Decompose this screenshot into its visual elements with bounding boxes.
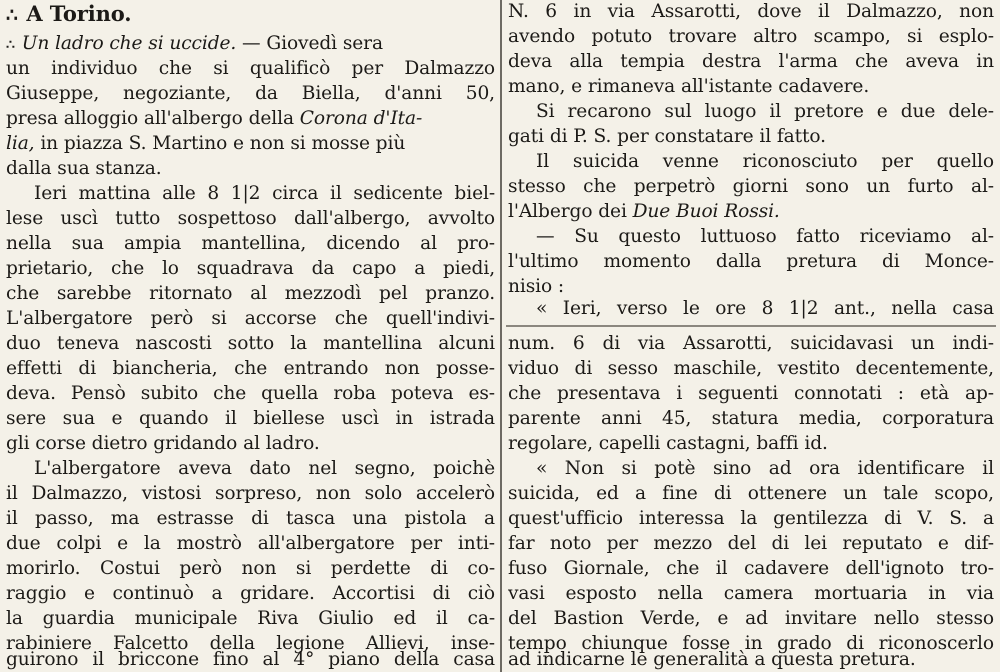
text-line: L'albergatore aveva dato nel segno, poichè (34, 458, 495, 479)
text-line: due colpi e la mostrò all'albergatore per inti- (6, 533, 495, 554)
text-line: — Su questo luttuoso fatto riceviamo al- (536, 226, 994, 247)
text-line: prietario, che lo squadrava da capo a piedi, (6, 258, 495, 279)
text-line: — Giovedì sera (242, 33, 383, 54)
text-line: nella sua ampia mantellina, dicendo al pro- (6, 233, 495, 254)
text-line: un individuo che si qualificò per Dalmazzo (6, 58, 495, 79)
text-line: « Ieri, verso le ore 8 1|2 ant., nella casa (536, 298, 994, 319)
text-line: mano, e rimaneva all'istante cadavere. (508, 76, 870, 97)
text-line: Giuseppe, negoziante, da Biella, d'anni 50, (6, 83, 495, 104)
column-divider (500, 0, 502, 672)
text-line: Si recarono sul luogo il pretore e due dele- (536, 101, 994, 122)
text-line: l'Albergo dei Due Buoi Rossi. (508, 201, 780, 222)
text-line: ad indicarne le generalità a questa pretura. (508, 649, 916, 670)
text-line: il Dalmazzo, vistosi sorpreso, non solo accelerò (6, 483, 495, 504)
text-line: lese uscì tutto sospettoso dall'albergo, avvolto (6, 208, 495, 229)
text-line: avendo potuto trovare altro scampo, si esplo- (508, 26, 994, 47)
article-heading: A Torino. (26, 2, 132, 26)
text-line: l'ultimo momento dalla pretura di Monce- (508, 251, 994, 272)
text-line: del Bastion Verde, e ad invitare nello stesso (508, 608, 994, 629)
text-line: sere sua e quando il biellese uscì in istrada (6, 408, 495, 429)
right-column (508, 0, 994, 672)
text-line: deva alla tempia destra l'arma che aveva in (508, 51, 994, 72)
text-line: il passo, ma estrasse di tasca una pistola a (6, 508, 495, 529)
text-line: che sarebbe ritornato al mezzodì pel pranzo. (6, 283, 495, 304)
text-line: gli corse dietro gridando al ladro. (6, 433, 320, 454)
text-line: « Non si potè sino ad ora identificare il (536, 458, 994, 479)
text-line: stesso che perpetrò giorni sono un furto al- (508, 176, 994, 197)
text-line: regolare, capelli castagni, baffi id. (508, 433, 828, 454)
text-line: vasi esposto nella camera mortuaria in via (508, 583, 994, 604)
text-line: Ieri mattina alle 8 1|2 circa il sedicente biel- (34, 183, 495, 204)
text-line: la guardia municipale Riva Giulio ed il ca- (6, 608, 495, 629)
text-line: gati di P. S. per constatare il fatto. (508, 126, 826, 147)
text-line: duo teneva nascosti sotto la mantellina alcuni (6, 333, 495, 354)
text-line: raggio e continuò a gridare. Accortisi di ciò (6, 583, 495, 604)
text-line: viduo di sesso maschile, vestito decentemente, (508, 358, 994, 379)
text-line: quest'ufficio interessa la gentilezza di V. S. a (508, 508, 994, 529)
text-line: L'albergatore però si accorse che quell'indivi- (6, 308, 495, 329)
text-line: dalla sua stanza. (6, 158, 162, 179)
hotel-name-italic: Due Buoi Rossi. (632, 201, 780, 222)
asterism-ornament-small: ∴ (6, 37, 22, 53)
left-column (6, 0, 495, 672)
text-line: rabiniere Falcetto della legione Allievi, inse- (6, 633, 495, 654)
hotel-name-italic: Corona d'Ita- (299, 108, 423, 129)
text-line: Il suicida venne riconosciuto per quello (536, 151, 994, 172)
text-line: effetti di biancheria, che entrando non posse- (6, 358, 495, 379)
text-line: far noto per mezzo del di lei reputato e dif- (508, 533, 994, 554)
subheading-line (6, 32, 495, 56)
text-line: tempo chiunque fosse in grado di riconoscerlo (508, 633, 994, 654)
text-line: num. 6 di via Assarotti, suicidavasi un indi- (508, 333, 994, 354)
text-line: morirlo. Costui però non si perdette di co- (6, 558, 495, 579)
text-line: nisio : (508, 276, 565, 297)
text-line: fuso Giornale, che il cadavere dell'ignoto tro- (508, 558, 994, 579)
text-line: deva. Pensò subito che quella roba poteva es- (6, 383, 495, 404)
asterism-ornament: ∴ (6, 5, 27, 26)
text-line: parente anni 45, statura media, corporatura (508, 408, 994, 429)
text-line: suicida, ed a fine di ottenere un tale scopo, (508, 483, 994, 504)
article-subheading: Un ladro che si uccide. (21, 33, 237, 54)
heading-line (6, 2, 495, 26)
text-line: presa alloggio all'albergo della Corona d'Ita- (6, 108, 423, 129)
text-line: lia, in piazza S. Martino e non si mosse più (6, 133, 406, 154)
text-line: guirono il briccone fino al 4° piano della casa (6, 649, 495, 670)
text-line: che presentava i seguenti connotati : età ap- (508, 383, 994, 404)
text-line: N. 6 in via Assarotti, dove il Dalmazzo, non (508, 1, 994, 22)
